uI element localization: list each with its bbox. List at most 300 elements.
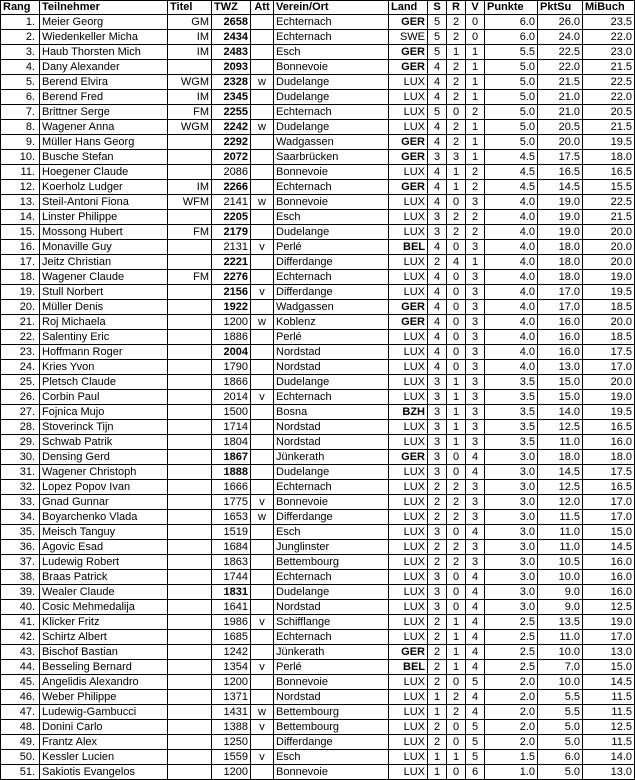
mibuch-cell: 15.0	[583, 525, 635, 540]
siege-cell: 3	[428, 585, 447, 600]
land-cell: LUX	[389, 585, 428, 600]
punkte-cell: 3.0	[485, 570, 538, 585]
table-row	[1, 315, 635, 330]
mibuch-cell: 14.0	[583, 750, 635, 765]
name-cell: Meisch Tanguy	[40, 525, 168, 540]
mibuch-cell: 20.0	[583, 240, 635, 255]
att-cell: v	[251, 495, 274, 510]
rang-cell: 37.	[1, 555, 40, 570]
table-row	[1, 585, 635, 600]
punkte-cell: 5.0	[485, 60, 538, 75]
titel-cell	[168, 450, 212, 465]
siege-cell: 3	[428, 225, 447, 240]
name-cell: Klicker Fritz	[40, 615, 168, 630]
pktsu-cell: 10.0	[538, 675, 583, 690]
att-cell: v	[251, 240, 274, 255]
verluste-cell: 3	[466, 540, 485, 555]
titel-cell	[168, 675, 212, 690]
remis-cell: 2	[447, 540, 466, 555]
land-cell: LUX	[389, 570, 428, 585]
pktsu-cell: 14.5	[538, 465, 583, 480]
pktsu-cell: 5.0	[538, 735, 583, 750]
pktsu-cell: 16.5	[538, 165, 583, 180]
rang-cell: 17.	[1, 255, 40, 270]
att-cell	[251, 420, 274, 435]
att-cell	[251, 165, 274, 180]
verluste-cell: 5	[466, 675, 485, 690]
punkte-cell: 5.5	[485, 45, 538, 60]
titel-cell	[168, 315, 212, 330]
siege-cell: 2	[428, 555, 447, 570]
land-cell: LUX	[389, 435, 428, 450]
verluste-cell: 3	[466, 315, 485, 330]
punkte-cell: 4.0	[485, 210, 538, 225]
siege-cell: 5	[428, 30, 447, 45]
rang-cell: 26.	[1, 390, 40, 405]
remis-cell: 2	[447, 510, 466, 525]
rang-cell: 31.	[1, 465, 40, 480]
name-cell: Lopez Popov Ivan	[40, 480, 168, 495]
pktsu-cell: 11.0	[538, 435, 583, 450]
name-cell: Weber Philippe	[40, 690, 168, 705]
titel-cell	[168, 690, 212, 705]
name-cell: Donini Carlo	[40, 720, 168, 735]
twz-cell: 1250	[212, 735, 251, 750]
att-cell	[251, 585, 274, 600]
rang-cell: 15.	[1, 225, 40, 240]
mibuch-cell: 13.0	[583, 645, 635, 660]
siege-cell: 2	[428, 615, 447, 630]
name-cell: Frantz Alex	[40, 735, 168, 750]
land-cell: GER	[389, 645, 428, 660]
header-twz: TWZ	[212, 1, 251, 15]
rang-cell: 47.	[1, 705, 40, 720]
table-row	[1, 705, 635, 720]
pktsu-cell: 12.0	[538, 495, 583, 510]
verluste-cell: 5	[466, 735, 485, 750]
verluste-cell: 3	[466, 375, 485, 390]
land-cell: LUX	[389, 525, 428, 540]
punkte-cell: 3.0	[485, 555, 538, 570]
verein-cell: Echternach	[274, 390, 389, 405]
siege-cell: 2	[428, 255, 447, 270]
verein-cell: Esch	[274, 210, 389, 225]
remis-cell: 0	[447, 585, 466, 600]
name-cell: Jeitz Christian	[40, 255, 168, 270]
twz-cell: 1886	[212, 330, 251, 345]
verein-cell: Nordstad	[274, 345, 389, 360]
punkte-cell: 3.0	[485, 450, 538, 465]
table-row	[1, 525, 635, 540]
verluste-cell: 2	[466, 180, 485, 195]
att-cell	[251, 630, 274, 645]
siege-cell: 3	[428, 450, 447, 465]
name-cell: Braas Patrick	[40, 570, 168, 585]
att-cell	[251, 345, 274, 360]
pktsu-cell: 13.0	[538, 360, 583, 375]
verluste-cell: 2	[466, 210, 485, 225]
remis-cell: 0	[447, 570, 466, 585]
verein-cell: Echternach	[274, 180, 389, 195]
name-cell: Koerholz Ludger	[40, 180, 168, 195]
verein-cell: Perlé	[274, 330, 389, 345]
twz-cell: 2179	[212, 225, 251, 240]
pktsu-cell: 14.0	[538, 405, 583, 420]
rang-cell: 28.	[1, 420, 40, 435]
siege-cell: 3	[428, 375, 447, 390]
punkte-cell: 5.0	[485, 90, 538, 105]
verluste-cell: 1	[466, 135, 485, 150]
punkte-cell: 2.5	[485, 660, 538, 675]
verluste-cell: 3	[466, 480, 485, 495]
remis-cell: 2	[447, 225, 466, 240]
punkte-cell: 2.0	[485, 720, 538, 735]
att-cell	[251, 270, 274, 285]
verein-cell: Differdange	[274, 510, 389, 525]
titel-cell	[168, 240, 212, 255]
land-cell: LUX	[389, 420, 428, 435]
verein-cell: Bonnevoie	[274, 675, 389, 690]
rang-cell: 21.	[1, 315, 40, 330]
pktsu-cell: 19.0	[538, 210, 583, 225]
att-cell	[251, 330, 274, 345]
att-cell	[251, 180, 274, 195]
table-row	[1, 270, 635, 285]
rang-cell: 50.	[1, 750, 40, 765]
pktsu-cell: 6.0	[538, 750, 583, 765]
siege-cell: 2	[428, 480, 447, 495]
remis-cell: 0	[447, 735, 466, 750]
mibuch-cell: 18.0	[583, 150, 635, 165]
pktsu-cell: 10.0	[538, 645, 583, 660]
mibuch-cell: 11.5	[583, 735, 635, 750]
att-cell	[251, 675, 274, 690]
att-cell	[251, 450, 274, 465]
verluste-cell: 4	[466, 690, 485, 705]
remis-cell: 0	[447, 600, 466, 615]
land-cell: LUX	[389, 105, 428, 120]
pktsu-cell: 5.5	[538, 705, 583, 720]
verein-cell: Bonnevoie	[274, 165, 389, 180]
pktsu-cell: 21.0	[538, 105, 583, 120]
att-cell	[251, 210, 274, 225]
verluste-cell: 0	[466, 30, 485, 45]
remis-cell: 2	[447, 135, 466, 150]
twz-cell: 1388	[212, 720, 251, 735]
remis-cell: 0	[447, 465, 466, 480]
att-cell	[251, 150, 274, 165]
verluste-cell: 1	[466, 120, 485, 135]
att-cell: w	[251, 120, 274, 135]
table-row	[1, 510, 635, 525]
table-row	[1, 285, 635, 300]
mibuch-cell: 16.0	[583, 570, 635, 585]
titel-cell	[168, 480, 212, 495]
table-row	[1, 420, 635, 435]
header-land: Land	[389, 1, 428, 15]
att-cell	[251, 555, 274, 570]
remis-cell: 1	[447, 420, 466, 435]
pktsu-cell: 18.0	[538, 270, 583, 285]
punkte-cell: 3.0	[485, 525, 538, 540]
pktsu-cell: 17.0	[538, 285, 583, 300]
punkte-cell: 4.0	[485, 255, 538, 270]
titel-cell	[168, 585, 212, 600]
mibuch-cell: 17.0	[583, 630, 635, 645]
remis-cell: 2	[447, 210, 466, 225]
remis-cell: 0	[447, 525, 466, 540]
land-cell: LUX	[389, 165, 428, 180]
pktsu-cell: 19.0	[538, 195, 583, 210]
table-row	[1, 225, 635, 240]
land-cell: LUX	[389, 390, 428, 405]
land-cell: LUX	[389, 195, 428, 210]
verluste-cell: 5	[466, 750, 485, 765]
verein-cell: Echternach	[274, 15, 389, 30]
twz-cell: 1200	[212, 765, 251, 780]
land-cell: GER	[389, 15, 428, 30]
rang-cell: 27.	[1, 405, 40, 420]
verluste-cell: 4	[466, 525, 485, 540]
punkte-cell: 4.5	[485, 165, 538, 180]
verluste-cell: 3	[466, 495, 485, 510]
att-cell	[251, 525, 274, 540]
mibuch-cell: 16.0	[583, 555, 635, 570]
rang-cell: 1.	[1, 15, 40, 30]
rang-cell: 8.	[1, 120, 40, 135]
punkte-cell: 3.0	[485, 465, 538, 480]
pktsu-cell: 18.0	[538, 450, 583, 465]
siege-cell: 4	[428, 180, 447, 195]
table-row	[1, 765, 635, 780]
pktsu-cell: 14.5	[538, 180, 583, 195]
att-cell	[251, 15, 274, 30]
header-teilnehmer: Teilnehmer	[40, 1, 168, 15]
name-cell: Meier Georg	[40, 15, 168, 30]
pktsu-cell: 18.0	[538, 255, 583, 270]
table-row	[1, 345, 635, 360]
twz-cell: 2014	[212, 390, 251, 405]
pktsu-cell: 17.0	[538, 300, 583, 315]
rang-cell: 38.	[1, 570, 40, 585]
punkte-cell: 2.5	[485, 615, 538, 630]
mibuch-cell: 17.5	[583, 345, 635, 360]
punkte-cell: 4.5	[485, 180, 538, 195]
twz-cell: 1888	[212, 465, 251, 480]
titel-cell	[168, 165, 212, 180]
punkte-cell: 4.0	[485, 195, 538, 210]
titel-cell: WGM	[168, 75, 212, 90]
pktsu-cell: 9.0	[538, 600, 583, 615]
titel-cell	[168, 660, 212, 675]
att-cell: v	[251, 660, 274, 675]
verluste-cell: 4	[466, 630, 485, 645]
att-cell	[251, 405, 274, 420]
land-cell: LUX	[389, 555, 428, 570]
twz-cell: 2483	[212, 45, 251, 60]
table-row	[1, 735, 635, 750]
mibuch-cell: 16.5	[583, 480, 635, 495]
verluste-cell: 1	[466, 75, 485, 90]
remis-cell: 2	[447, 495, 466, 510]
att-cell: w	[251, 705, 274, 720]
verein-cell: Echternach	[274, 270, 389, 285]
table-row	[1, 30, 635, 45]
mibuch-cell: 23.0	[583, 45, 635, 60]
table-row	[1, 180, 635, 195]
land-cell: LUX	[389, 720, 428, 735]
remis-cell: 1	[447, 435, 466, 450]
header-row	[1, 1, 635, 15]
name-cell: Besseling Bernard	[40, 660, 168, 675]
verein-cell: Echternach	[274, 570, 389, 585]
siege-cell: 4	[428, 195, 447, 210]
land-cell: LUX	[389, 375, 428, 390]
name-cell: Boyarchenko Vlada	[40, 510, 168, 525]
verein-cell: Wadgassen	[274, 300, 389, 315]
rang-cell: 5.	[1, 75, 40, 90]
name-cell: Dany Alexander	[40, 60, 168, 75]
twz-cell: 1986	[212, 615, 251, 630]
titel-cell	[168, 570, 212, 585]
mibuch-cell: 18.0	[583, 450, 635, 465]
pktsu-cell: 11.0	[538, 540, 583, 555]
name-cell: Hoffmann Roger	[40, 345, 168, 360]
remis-cell: 2	[447, 90, 466, 105]
remis-cell: 0	[447, 270, 466, 285]
rang-cell: 9.	[1, 135, 40, 150]
table-row	[1, 570, 635, 585]
remis-cell: 1	[447, 45, 466, 60]
siege-cell: 3	[428, 150, 447, 165]
mibuch-cell: 19.0	[583, 615, 635, 630]
twz-cell: 1804	[212, 435, 251, 450]
name-cell: Salentiny Eric	[40, 330, 168, 345]
verein-cell: Bonnevoie	[274, 495, 389, 510]
header-punkte: Punkte	[485, 1, 538, 15]
siege-cell: 1	[428, 690, 447, 705]
titel-cell: FM	[168, 225, 212, 240]
att-cell: w	[251, 510, 274, 525]
verein-cell: Bonnevoie	[274, 195, 389, 210]
header-r: R	[447, 1, 466, 15]
name-cell: Gnad Gunnar	[40, 495, 168, 510]
twz-cell: 1641	[212, 600, 251, 615]
punkte-cell: 3.5	[485, 420, 538, 435]
land-cell: GER	[389, 180, 428, 195]
verein-cell: Perlé	[274, 240, 389, 255]
pktsu-cell: 16.0	[538, 315, 583, 330]
punkte-cell: 5.0	[485, 135, 538, 150]
rang-cell: 35.	[1, 525, 40, 540]
siege-cell: 4	[428, 270, 447, 285]
pktsu-cell: 11.5	[538, 510, 583, 525]
siege-cell: 5	[428, 15, 447, 30]
twz-cell: 1200	[212, 675, 251, 690]
remis-cell: 0	[447, 315, 466, 330]
titel-cell	[168, 750, 212, 765]
mibuch-cell: 21.5	[583, 60, 635, 75]
titel-cell: IM	[168, 180, 212, 195]
pktsu-cell: 22.0	[538, 60, 583, 75]
mibuch-cell: 20.0	[583, 315, 635, 330]
siege-cell: 3	[428, 390, 447, 405]
name-cell: Sakiotis Evangelos	[40, 765, 168, 780]
table-row	[1, 540, 635, 555]
table-row	[1, 375, 635, 390]
titel-cell	[168, 150, 212, 165]
rang-cell: 11.	[1, 165, 40, 180]
siege-cell: 2	[428, 720, 447, 735]
att-cell: v	[251, 390, 274, 405]
titel-cell	[168, 345, 212, 360]
name-cell: Mossong Hubert	[40, 225, 168, 240]
name-cell: Ludewig Robert	[40, 555, 168, 570]
rang-cell: 33.	[1, 495, 40, 510]
mibuch-cell: 16.0	[583, 435, 635, 450]
verluste-cell: 4	[466, 615, 485, 630]
verluste-cell: 2	[466, 165, 485, 180]
rang-cell: 39.	[1, 585, 40, 600]
verein-cell: Bonnevoie	[274, 60, 389, 75]
table-row	[1, 390, 635, 405]
verein-cell: Dudelange	[274, 75, 389, 90]
titel-cell: IM	[168, 30, 212, 45]
twz-cell: 1500	[212, 405, 251, 420]
siege-cell: 2	[428, 510, 447, 525]
mibuch-cell: 18.5	[583, 330, 635, 345]
siege-cell: 2	[428, 495, 447, 510]
pktsu-cell: 12.5	[538, 420, 583, 435]
twz-cell: 1684	[212, 540, 251, 555]
rang-cell: 20.	[1, 300, 40, 315]
verein-cell: Echternach	[274, 30, 389, 45]
remis-cell: 0	[447, 765, 466, 780]
siege-cell: 3	[428, 465, 447, 480]
verein-cell: Esch	[274, 750, 389, 765]
titel-cell	[168, 510, 212, 525]
titel-cell	[168, 255, 212, 270]
mibuch-cell: 19.0	[583, 270, 635, 285]
verein-cell: Bettembourg	[274, 705, 389, 720]
siege-cell: 4	[428, 345, 447, 360]
twz-cell: 1863	[212, 555, 251, 570]
twz-cell: 2156	[212, 285, 251, 300]
remis-cell: 0	[447, 675, 466, 690]
twz-cell: 2255	[212, 105, 251, 120]
verein-cell: Differdange	[274, 735, 389, 750]
mibuch-cell: 14.5	[583, 675, 635, 690]
verein-cell: Wadgassen	[274, 135, 389, 150]
name-cell: Brittner Serge	[40, 105, 168, 120]
verein-cell: Bosna	[274, 405, 389, 420]
name-cell: Agovic Esad	[40, 540, 168, 555]
name-cell: Berend Fred	[40, 90, 168, 105]
att-cell	[251, 600, 274, 615]
verein-cell: Bettembourg	[274, 555, 389, 570]
table-row	[1, 45, 635, 60]
pktsu-cell: 19.0	[538, 225, 583, 240]
pktsu-cell: 15.0	[538, 390, 583, 405]
punkte-cell: 2.0	[485, 705, 538, 720]
table-row	[1, 435, 635, 450]
verein-cell: Nordstad	[274, 435, 389, 450]
verluste-cell: 3	[466, 405, 485, 420]
att-cell	[251, 255, 274, 270]
titel-cell	[168, 60, 212, 75]
verluste-cell: 4	[466, 645, 485, 660]
punkte-cell: 4.0	[485, 225, 538, 240]
